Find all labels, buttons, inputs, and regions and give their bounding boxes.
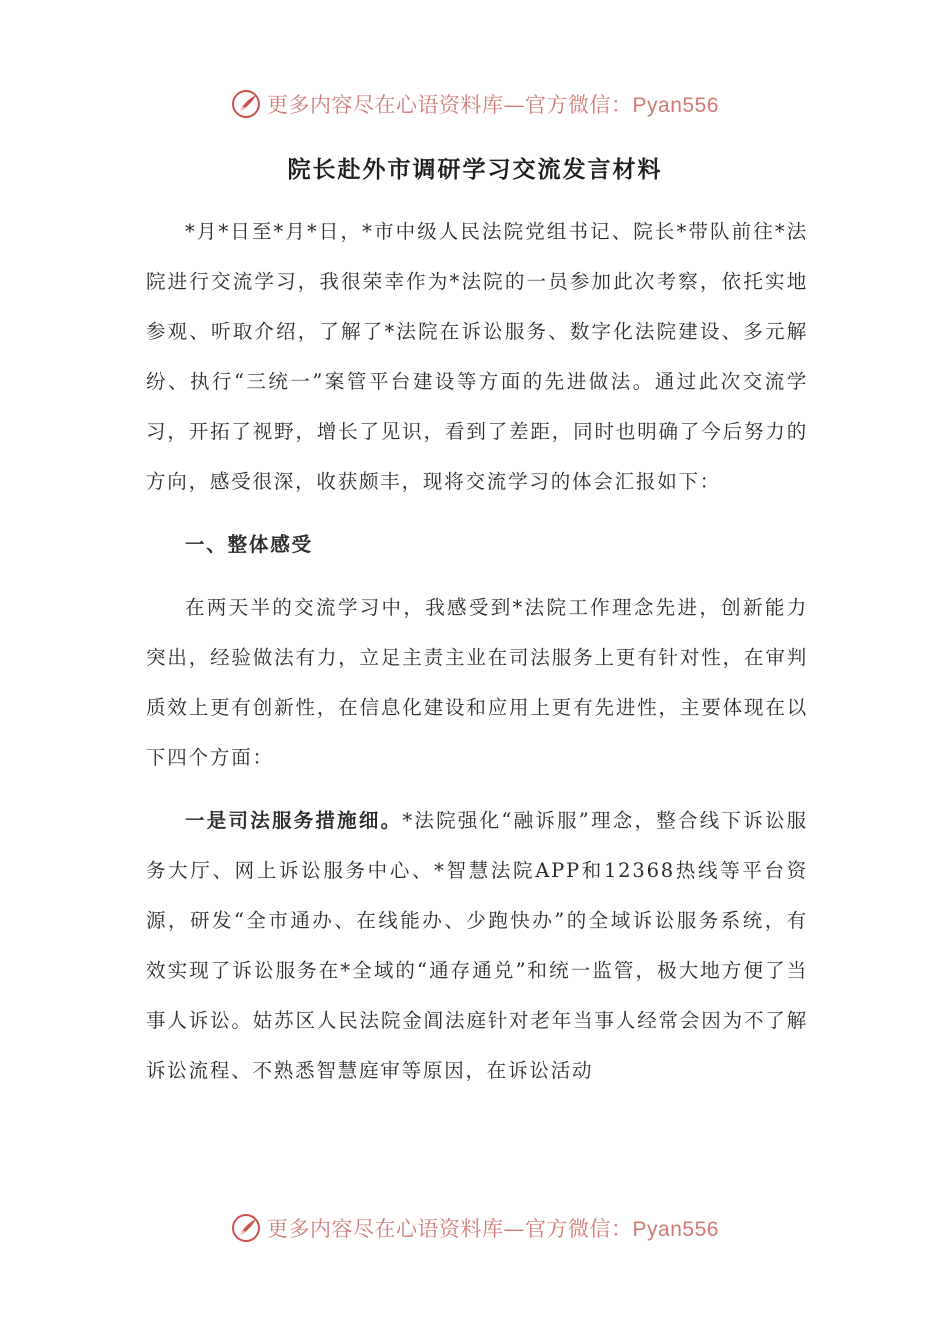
banner-wechat-id: Pyan556 xyxy=(632,94,719,117)
section-heading-1: 一、整体感受 xyxy=(185,533,313,556)
banner-text: 更多内容尽在心语资料库—官方微信：Pyan556 xyxy=(267,93,719,117)
quill-pen-icon xyxy=(231,89,261,119)
banner-text: 更多内容尽在心语资料库—官方微信：Pyan556 xyxy=(267,1217,719,1241)
point1-paragraph xyxy=(146,796,808,1096)
section1-paragraph: 在两天半的交流学习中，我感受到*法院工作理念先进，创新能力突出，经验做法有力，立足主责主业在司法服务上更有针对性，在审判质效上更有创新性，在信息化建设和应用上更有先进性，主要体现在以下四个方面： xyxy=(146,596,808,769)
banner-wechat-id: Pyan556 xyxy=(632,1218,719,1241)
document-body xyxy=(146,207,808,1096)
point1-body: *法院强化“融诉服”理念，整合线下诉讼服务大厅、网上诉讼服务中心、*智慧法院APP和12368热线等平台资源，研发“全市通办、在线能办、少跑快办”的全域诉讼服务系统，有效实现了诉讼服务在*全域的“通存通兑”和统一监管，极大地方便了当事人诉讼。姑苏区人民法院金阊法庭针对老年当事人经常会因为不了解诉讼流程、不熟悉智慧庭审等原因，在诉讼活动 xyxy=(146,809,808,1082)
intro-paragraph: *月*日至*月*日，*市中级人民法院党组书记、院长*带队前往*法院进行交流学习，我很荣幸作为*法院的一员参加此次考察，依托实地参观、听取介绍，了解了*法院在诉讼服务、数字化法院建设、多元解纷、执行“三统一”案管平台建设等方面的先进做法。通过此次交流学习，开拓了视野，增长了见识，看到了差距，同时也明确了今后努力的方向，感受很深，收获颇丰，现将交流学习的体会汇报如下： xyxy=(146,220,808,493)
point1-lead: 一是司法服务措施细。 xyxy=(185,809,403,832)
header-banner xyxy=(0,84,950,124)
document-title: 院长赴外市调研学习交流发言材料 xyxy=(287,156,663,183)
quill-pen-icon xyxy=(231,1213,261,1243)
footer-banner xyxy=(0,1208,950,1248)
